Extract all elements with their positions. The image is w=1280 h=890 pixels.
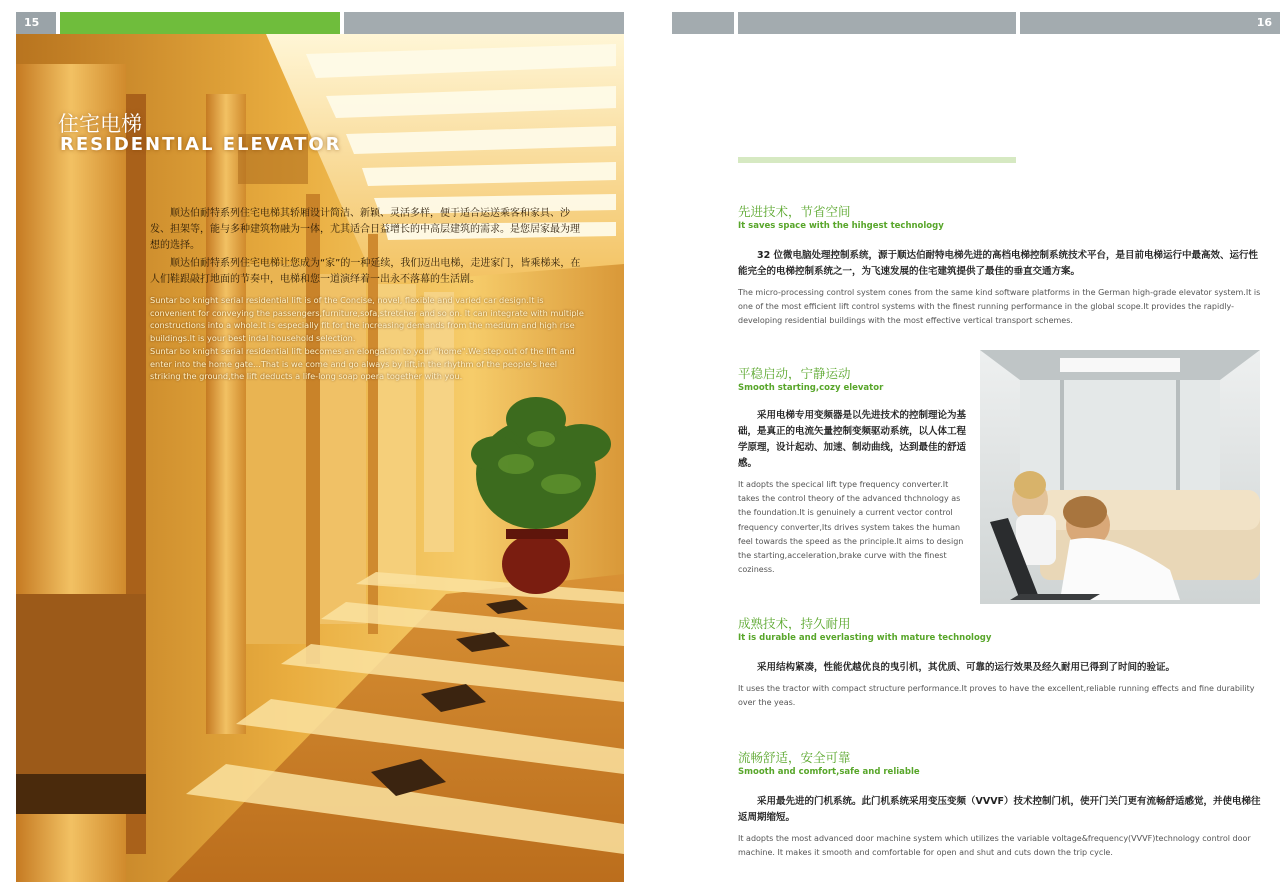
section-title-cn: 先进技术，节省空间	[738, 204, 851, 219]
left-paragraph-en-1: Suntar bo knight serial residential lift is of the Concise, novel, flexible and varied car design.It is convenient for conveying the passengers,furniture,sofa,stretcher and so on. It can integrate with multiple constructions into a whole.It is especially fit for the increasing demands from the medium and high rise buildings.It is your best indaI household selection.	[150, 295, 584, 344]
section-body-cn: 采用结构紧凑，性能优越优良的曳引机，其优质、可靠的运行效果及经久耐用已得到了时间的验证。	[757, 662, 1176, 673]
left-title-cn: 住宅电梯	[58, 112, 142, 136]
section-body-en: It adopts the specical lift type frequency converter.It takes the control theory of the advanced thchnology as the foundation.It is genuinely a current vector control frequency converter,Its drives system takes the human feel towards the speed as the principle.It aims to design the starting,acceleration,brake curve with the finest coziness.	[738, 480, 964, 575]
right-header-grey-bar-3	[1020, 12, 1280, 34]
elevator-lobby-photo	[16, 34, 624, 882]
left-paragraph-cn-1: 顺达伯耐特系列住宅电梯其轿厢设计简洁、新颖、灵活多样，便于适合运送乘客和家具、沙发、担架等，能与多种建筑物融为一体，尤其适合日益增长的中高层建筑的需求。是您居家最为理想的选择。	[150, 208, 580, 251]
left-header-green-bar	[60, 12, 340, 34]
section-title-cn: 流畅舒适，安全可靠	[738, 750, 851, 765]
section-title-cn: 成熟技术，持久耐用	[738, 616, 851, 631]
section-body-en: The micro-processing control system cones from the same kind software platforms in the German high-grade elevator system.It is one of the most efficient lift control systems with the finest running performance in the global scope.It provides the rapidly-developing residential buildings with the most effective vertical transport schemes.	[738, 288, 1261, 326]
right-page	[672, 12, 1280, 882]
right-header-grey-bar-1	[672, 12, 734, 34]
section-title-en: It is durable and everlasting with mature technology	[738, 633, 992, 643]
section-body-cn: 采用电梯专用变频器是以先进技术的控制理论为基础，是真正的电流矢量控制变频驱动系统，以人体工程学原理，设计起动、加速、制动曲线，达到最佳的舒适感。	[738, 410, 967, 469]
left-page	[16, 12, 624, 882]
elevator-car-photo	[980, 350, 1260, 604]
left-paragraph-en-2: Suntar bo knight serial residential lift becomes an elongation to your "home".We step out of the lift and enter into the home gate...That is we come and go always by lift,in the rhythm of the people's heel striking the ground,the lift deducts a life-long soap opera together with you.	[150, 345, 575, 382]
left-title-en: RESIDENTIAL ELEVATOR	[60, 134, 342, 155]
section-body-en: It adopts the most advanced door machine system which utilizes the variable voltage&frequency(VVVF)technology control door machine. It makes it smooth and comfortable for open and shut and cuts down the trip cycle.	[738, 834, 1251, 858]
right-header-grey-bar-2	[738, 12, 1016, 34]
section-title-cn: 平稳启动，宁静运动	[738, 366, 851, 381]
section-mature-technology	[738, 616, 1262, 710]
section-title-en: Smooth starting,cozy elevator	[738, 383, 884, 393]
section-body-cn: 采用最先进的门机系统。此门机系统采用变压变频（VVVF）技术控制门机，使开门关门更有流畅舒适感觉，并使电梯往返周期缩短。	[738, 796, 1261, 823]
section-advanced-technology	[738, 204, 1262, 329]
section-title-en: It saves space with the hihgest technology	[738, 221, 944, 231]
left-header-grey-bar	[344, 12, 624, 34]
right-page-number: 16	[1256, 16, 1272, 29]
left-body-text	[150, 206, 586, 383]
left-page-number: 15	[16, 12, 56, 34]
section-body-cn: 32 位微电脑处理控制系统，源于顺达伯耐特电梯先进的高档电梯控制系统技术平台，是目前电梯运行中最高效、运行性能完全的电梯控制系统之一，为飞速发展的住宅建筑提供了最佳的垂直交通方案。	[738, 250, 1259, 277]
section-title-en: Smooth and comfort,safe and reliable	[738, 767, 920, 777]
section-smooth-comfort	[738, 750, 1262, 860]
left-paragraph-cn-2: 顺达伯耐特系列住宅电梯让您成为“家”的一种延续，我们迈出电梯，走进家门，皆乘梯来，在人们鞋跟敲打地面的节奏中，电梯和您一道演绎着一出永不落幕的生活剧。	[150, 258, 581, 285]
right-page-header	[672, 12, 1280, 34]
section-body-en: It uses the tractor with compact structure performance.It proves to have the excellent,reliable running effects and fine durability over the yeas.	[738, 684, 1255, 708]
section-divider-bar	[738, 157, 1016, 163]
left-page-header	[16, 12, 624, 34]
section-smooth-starting	[738, 366, 972, 577]
